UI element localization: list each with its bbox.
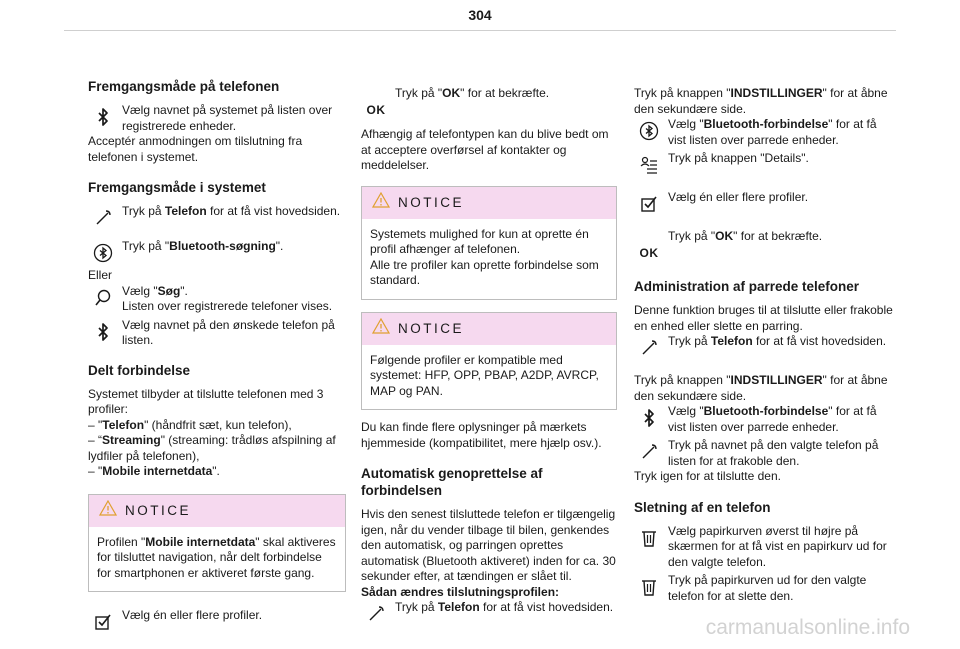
magnifier-icon: [88, 286, 118, 310]
paragraph: Systemet tilbyder at tilslutte telefonen med 3 profiler:: [88, 386, 324, 416]
step-details: [634, 151, 896, 177]
column-2: [361, 86, 617, 629]
paragraph: Tryk igen for at tilslutte den.: [634, 469, 781, 483]
step-trash-show: [634, 524, 896, 571]
notice-label: NOTICE: [125, 502, 192, 518]
step-ok: [361, 86, 617, 118]
paragraph: Sådan ændres tilslutningsprofilen:: [361, 584, 560, 599]
notice-text: Profilen "Mobile internetdata" skal aktiveres for tilsluttet navigation, når delt forbindelse for smartphonen er aktiveret første gang.: [97, 534, 336, 580]
paragraph: Denne funktion bruges til at tilslutte eller frakoble en enhed eller slette en parring.: [634, 303, 893, 333]
paragraph: Afhængig af telefontypen kan du blive bedt om at acceptere overførsel af kontakter og meddelelser.: [361, 127, 609, 172]
checkbox-icon: [88, 610, 118, 634]
step-text: Tryk på Telefon for at få vist hovedsiden.: [395, 600, 614, 614]
notice-box: [88, 494, 346, 593]
notice-label: NOTICE: [398, 194, 465, 210]
header-divider: [64, 30, 896, 31]
warning-icon: [99, 500, 117, 521]
step-bluetooth-search: [88, 239, 346, 265]
step-text: Vælg "Bluetooth-forbindelse" for at få vist listen over parrede enheder.: [668, 117, 877, 147]
step-text: Tryk på "Bluetooth-søgning".: [122, 239, 284, 253]
heading-system-procedure: Fremgangsmåde i systemet: [88, 180, 266, 195]
step-text: Vælg navnet på den ønskede telefon på listen.: [122, 317, 335, 347]
notice-body: [89, 527, 345, 592]
list-item: – "Mobile internetdata".: [88, 464, 220, 478]
step-text: Vælg én eller flere profiler.: [668, 190, 809, 204]
paragraph: Tryk på knappen "INDSTILLINGER" for at åbne den sekundære side.: [634, 86, 888, 116]
step-text: Vælg én eller flere profiler.: [122, 608, 263, 622]
notice-header: [362, 187, 616, 219]
notice-header: [89, 495, 345, 527]
paragraph: Hvis den senest tilsluttede telefon er tilgængelig igen, når du vender tilbage til bilen, genkendes den automatisk, og parringen oprettes automatisk (Bluetooth aktiveret) inden for ca. 30 sekunder efter, at tændingen er slået til.: [361, 507, 616, 583]
step-bluetooth-connection: [634, 117, 896, 148]
step-text: Tryk på Telefon for at få vist hovedsiden.: [668, 334, 887, 348]
step-text: Tryk på "OK" for at bekræfte.: [668, 229, 823, 243]
ok-icon: OK: [366, 102, 386, 117]
step-text: Tryk på Telefon for at få vist hovedsiden.: [122, 204, 341, 218]
step-search: [88, 284, 346, 315]
paragraph: Du kan finde flere oplysninger på mærkets hjemmeside (kompatibilitet, mere hjælp osv.).: [361, 420, 602, 450]
notice-box: [361, 186, 617, 300]
heading-shared-connection: Delt forbindelse: [88, 362, 191, 378]
notice-body: [362, 345, 616, 410]
notice-text: Følgende profiler er kompatible med systemet: HFP, OPP, PBAP, A2DP, AVRCP, MAP og PAN.: [370, 352, 599, 398]
notice-body: [362, 219, 616, 299]
bluetooth-circle-icon: [634, 119, 664, 143]
step-text: Tryk på "OK" for at bekræfte.: [395, 86, 550, 100]
column-1: [88, 78, 346, 637]
column-3: [634, 86, 896, 607]
checkbox-icon: [634, 192, 664, 216]
page-number: 304: [468, 7, 492, 23]
paragraph: Tryk på knappen "INDSTILLINGER" for at åbne den sekundære side.: [634, 373, 888, 403]
watermark: carmanualsonline.info: [705, 615, 910, 639]
details-list-icon: [634, 153, 664, 177]
paragraph: Acceptér anmodningen om tilslutning fra telefonen i systemet.: [88, 134, 303, 164]
step-select-profiles: [88, 608, 346, 634]
notice-header: [362, 313, 616, 345]
step-telefon: [88, 204, 346, 230]
step-select-phone: [88, 318, 346, 349]
bluetooth-icon: [634, 406, 664, 430]
touch-icon: [361, 602, 391, 626]
heading-delete-phone: Sletning af en telefon: [634, 499, 771, 515]
step-select-profiles: [634, 190, 896, 216]
step-text: Tryk på navnet på den valgte telefon på listen for at frakoble den.: [668, 438, 879, 468]
step-telefon: [361, 600, 617, 626]
trash-icon: [634, 575, 664, 599]
step-text: Vælg "Søg". Listen over registrerede telefoner vises.: [122, 283, 333, 313]
touch-icon: [88, 206, 118, 230]
step-text: Tryk på knappen "Details".: [668, 151, 809, 165]
step-telefon: [634, 334, 896, 360]
step-select-system: [88, 103, 346, 134]
step-trash-delete: [634, 573, 896, 604]
step-text: Vælg papirkurven øverst til højre på skærmen for at få vist en papirkurv ud for den valgte telefon.: [668, 523, 887, 569]
notice-text: Alle tre profiler kan oprette forbindelse som standard.: [370, 257, 599, 287]
step-text: Vælg navnet på systemet på listen over registrerede enheder.: [122, 103, 333, 133]
notice-text: Systemets mulighed for kun at oprette én profil afhænger af telefonen.: [370, 226, 589, 256]
bluetooth-icon: [88, 105, 118, 129]
heading-phone-procedure: Fremgangsmåde på telefonen: [88, 79, 280, 94]
ok-icon: OK: [639, 245, 659, 260]
trash-icon: [634, 526, 664, 550]
step-bluetooth-connection: [634, 404, 896, 435]
heading-paired-admin: Administration af parrede telefoner: [634, 279, 860, 294]
warning-icon: [372, 318, 390, 339]
step-text: Tryk på papirkurven ud for den valgte telefon for at slette den.: [668, 573, 867, 603]
list-item: – “Streaming" (streaming: trådløs afspilning af lydfiler på telefonen),: [88, 433, 336, 463]
notice-box: [361, 312, 617, 411]
notice-label: NOTICE: [398, 320, 465, 336]
heading-auto-reconnect: Automatisk genoprettelse af forbindelsen: [361, 466, 543, 498]
warning-icon: [372, 192, 390, 213]
step-ok: [634, 229, 896, 261]
step-disconnect: [634, 438, 896, 469]
step-text: Vælg "Bluetooth-forbindelse" for at få vist listen over parrede enheder.: [668, 404, 877, 434]
list-item: – "Telefon" (håndfrit sæt, kun telefon),: [88, 417, 292, 432]
bluetooth-icon: [88, 320, 118, 344]
touch-icon: [634, 336, 664, 360]
touch-icon: [634, 440, 664, 464]
or-label: Eller: [88, 268, 113, 282]
bluetooth-search-icon: [88, 241, 118, 265]
